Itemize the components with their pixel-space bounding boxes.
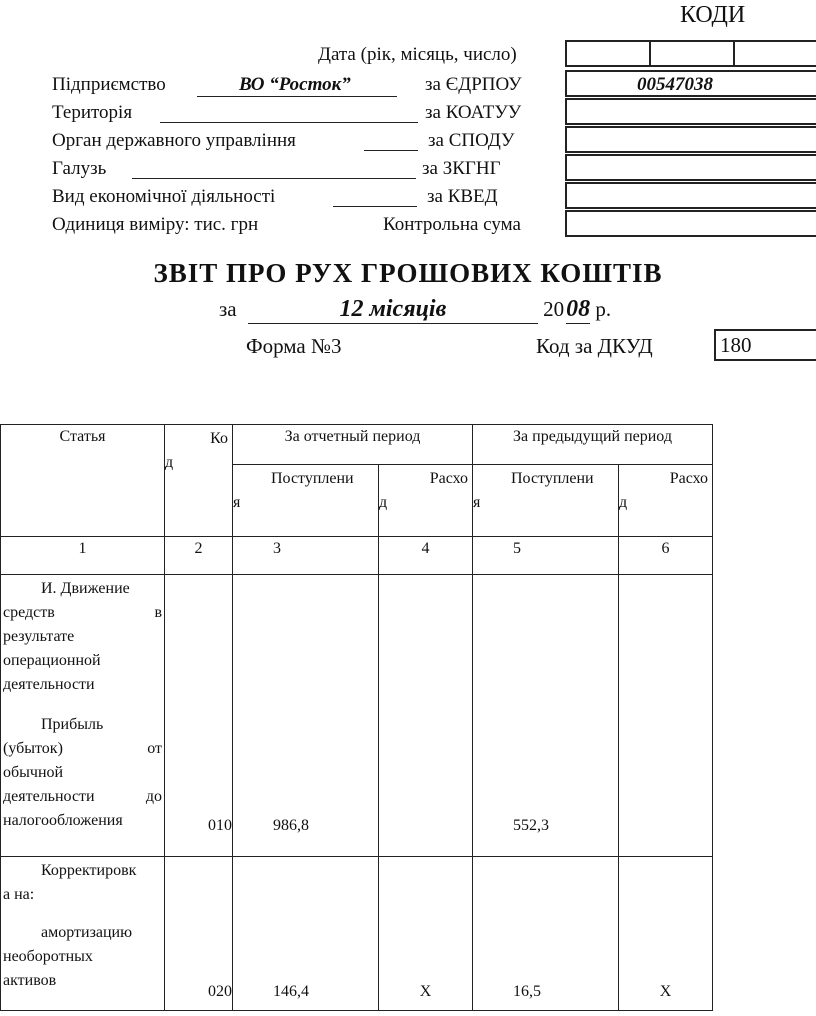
period-line	[219, 296, 611, 324]
header-code-part2: д	[165, 454, 174, 471]
industry-label: Галузь	[52, 158, 107, 179]
profit-line-5: налогообложения	[3, 812, 123, 829]
header-previous-out	[619, 465, 713, 537]
control-sum-box	[565, 210, 816, 237]
dkud-label: Код за ДКУД	[536, 334, 653, 358]
adjust-line-1: Корректировк	[41, 862, 137, 879]
amort-line-2: необоротных	[3, 948, 93, 965]
activity-underline	[333, 206, 417, 207]
activity-label: Вид економічної діяльності	[52, 186, 276, 207]
current-out-part1: Расхо	[429, 470, 468, 487]
header-code-part1: Ко	[210, 430, 228, 447]
profit-line-2: (убыток) от	[3, 740, 162, 757]
dkud-code: 180	[720, 333, 752, 357]
current-out-part2: д	[379, 494, 388, 511]
header-article	[1, 425, 165, 537]
previous-in-part1: Поступлени	[511, 470, 594, 487]
form-header	[0, 0, 816, 370]
form-label: Форма №3	[246, 334, 342, 358]
koatuu-code-box	[565, 98, 816, 125]
codes-heading: КОДИ	[680, 2, 746, 28]
profit-current-out	[379, 575, 473, 857]
header-code	[165, 425, 233, 537]
header-current-out	[379, 465, 473, 537]
territory-underline	[160, 122, 418, 123]
industry-underline	[132, 178, 416, 179]
profit-current-in: 986,8	[233, 575, 379, 857]
edrpou-code-box	[565, 70, 816, 97]
amortization-previous-in: 16,5	[473, 857, 619, 1011]
spodu-label: за СПОДУ	[428, 130, 515, 151]
col-number-2: 2	[165, 537, 233, 575]
year-prefix: 20	[543, 297, 565, 321]
header-current-in	[233, 465, 379, 537]
edrpou-code: 00547038	[637, 74, 713, 95]
table-row	[1, 575, 713, 857]
previous-in-part2: я	[473, 494, 481, 511]
date-label: Дата (рік, місяць, число)	[318, 44, 517, 65]
edrpou-label: за ЄДРПОУ	[425, 74, 522, 95]
territory-label: Територія	[52, 102, 133, 123]
period-value: 12 місяців	[248, 296, 538, 324]
adjust-line-2: а на:	[3, 886, 35, 903]
government-body-label: Орган державного управління	[52, 130, 296, 151]
cash-flow-table	[0, 424, 713, 1011]
header-article-label: Статья	[59, 428, 106, 445]
amort-line-1: амортизацию	[41, 924, 133, 941]
article-amortization	[1, 857, 165, 1011]
col-number-3: 3	[233, 537, 379, 575]
article-section-1	[1, 575, 165, 857]
header-previous-period-label: За предыдущий период	[513, 428, 672, 445]
col-number-5: 5	[473, 537, 619, 575]
zkgng-code-box	[565, 154, 816, 181]
koatuu-label: за КОАТУУ	[425, 102, 522, 123]
section-line-2: средств в	[3, 604, 162, 621]
date-code-box	[565, 40, 816, 67]
amort-line-3: активов	[3, 972, 57, 989]
col-number-1: 1	[1, 537, 165, 575]
profit-code: 010	[165, 575, 233, 857]
dkud-code-box	[714, 329, 816, 361]
header-current-period	[233, 425, 473, 465]
previous-out-part2: д	[619, 494, 628, 511]
current-in-part2: я	[233, 494, 241, 511]
year-suffix: р.	[595, 297, 612, 321]
profit-line-3: обычной	[3, 764, 64, 781]
column-numbers-row	[1, 537, 713, 575]
table-row	[1, 857, 713, 1011]
profit-previous-out	[619, 575, 713, 857]
enterprise-name: ВО “Росток”	[239, 74, 351, 95]
amortization-current-out: Х	[379, 857, 473, 1011]
previous-out-part1: Расхо	[669, 470, 708, 487]
section-line-4: операционной	[3, 652, 101, 669]
current-in-part1: Поступлени	[271, 470, 354, 487]
period-prefix: за	[219, 297, 237, 321]
unit-label: Одиниця виміру: тис. грн	[52, 214, 259, 235]
header-current-period-label: За отчетный период	[284, 428, 421, 445]
report-title: ЗВІТ ПРО РУХ ГРОШОВИХ КОШТІВ	[153, 258, 663, 288]
enterprise-underline	[197, 74, 397, 97]
enterprise-label: Підприємство	[52, 74, 166, 95]
profit-previous-in: 552,3	[473, 575, 619, 857]
zkgng-label: за ЗКГНГ	[422, 158, 501, 179]
header-previous-in	[473, 465, 619, 537]
table-header-row	[1, 425, 713, 465]
section-line-3: результате	[3, 628, 75, 645]
col-number-4: 4	[379, 537, 473, 575]
section-line-1: И. Движение	[41, 580, 130, 597]
header-previous-period	[473, 425, 713, 465]
year-value: 08	[566, 296, 591, 322]
profit-line-4: деятельности до	[3, 788, 162, 805]
section-line-5: деятельности	[3, 676, 95, 693]
col-number-6: 6	[619, 537, 713, 575]
kved-label: за КВЕД	[427, 186, 498, 207]
amortization-code: 020	[165, 857, 233, 1011]
amortization-previous-out: Х	[619, 857, 713, 1011]
kved-code-box	[565, 182, 816, 209]
spodu-code-box	[565, 126, 816, 153]
profit-line-1: Прибыль	[41, 716, 104, 733]
government-body-underline	[364, 150, 418, 151]
amortization-current-in: 146,4	[233, 857, 379, 1011]
control-sum-label: Контрольна сума	[383, 214, 521, 235]
